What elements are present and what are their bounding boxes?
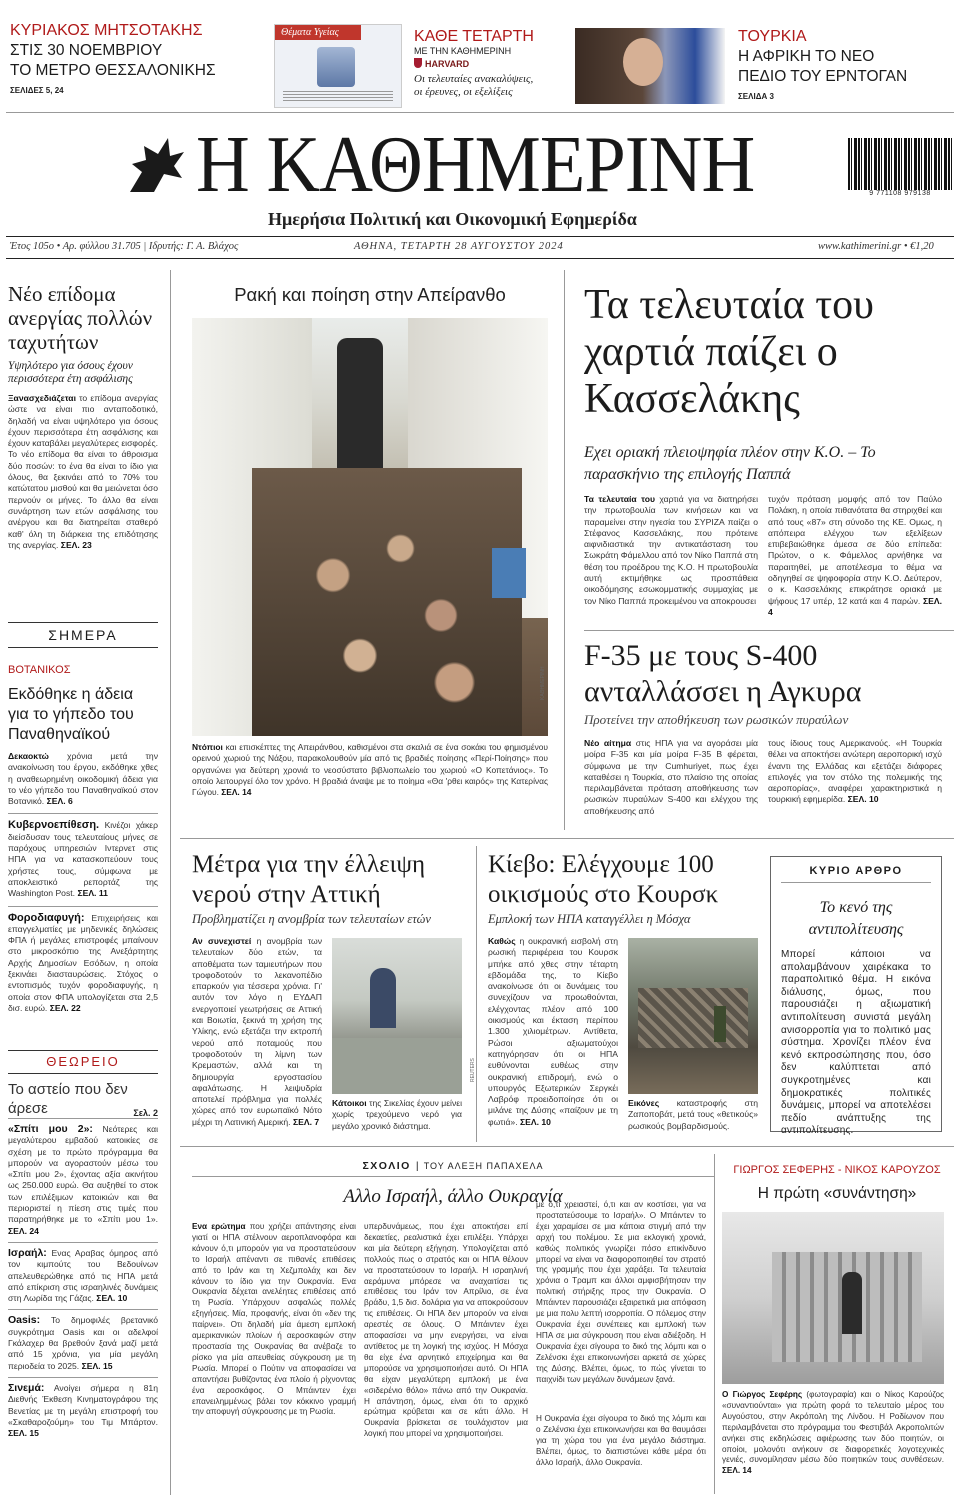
kyiv-headline[interactable]: Κίεβο: Ελέγχουμε 100 οικισμούς στο Κουρσκ <box>488 851 719 908</box>
left-column-today <box>8 662 158 1014</box>
issue-info: Έτος 105ο • Αρ. φύλλου 31.705 | Ιδρυτής: Γ. Α. Βλάχος <box>10 241 239 252</box>
story-text: τυχόν πρόταση μομφής από τον Παύλο Πολάκη, η οποία πιθανότατα θα στηριχθεί και από τους «87» στη σύνοδο της ΚΕ. Ομως, η απόπειρα ελέγχου των εξελίξεων επιβεβαιώθηκε άμεσα σε δύο επίπεδα: Πρώτον, ο κ. Φάμελλος αρνήθηκε να παραιτηθεί, με αποτέλεσμα το θέμα να οδηγηθεί σε ψηφοφορία στην Κ.Ο. Δεύτερον, ο κ. Κασσελάκης επικράτησε οριακά με ψήφους 17 υπέρ, 12 κατά και 4 παρών. <box>768 494 942 606</box>
barcode-bars <box>848 138 952 190</box>
story-lead: Τα τελευταία του <box>584 494 655 504</box>
story-text: με ό,τι χρειαστεί, ό,τι και αν κοστίσει, για να προστατεύσουμε το Ισραήλ». Ο Μπάιντεν το έχει χαραμίσει σε μια κάποια στιγμή από την αρχή του πολέμου. Σε μια εκλογική χρονιά, καθώς πολιτικός γνωρίζει πόσο επικίνδυνο μπορεί να είναι να διαφοροποιηθεί τον στρατό της γραμμής που έχει χαράξει. Τα τελευταία χρόνια ο Τραμπ και άλλοι αμφισβήτησαν την πολιτική στήριξης προς την Ουκρανία. Ο Μπάιντεν παρουσιάζει εξαιρετικά μια απόφαση με μια πολυ λεπτή ισορροπία. Ο πόλεμος στην Ουκρανία έχει συνέπειες και εμπλοκή των ΗΠΑ σε μια σύγκρουση που είναι αδιέξοδη. Η Ουκρανία έχει σίγουρα το δικό της λόμπι και ο Ζελένσκι έχει επικοινωνήσει αρκετά σε χώρες της Δύσης. Βλέπει, όμως, το πώς γίνεται το παιχνίδι των μεγάλων δυνάμεων ξανά. <box>536 1200 706 1384</box>
story-title: Το αστείο που δεν άρεσε <box>8 1081 128 1117</box>
masthead-title: Η ΚΑΘΗΜΕΡΙΝΗ <box>196 121 755 209</box>
teaser-line: Οι τελευταίες ανακαλύψεις, <box>414 73 534 85</box>
photo-tote-bag <box>492 548 526 598</box>
story-body <box>8 393 158 551</box>
f35-subtitle: Προτείνει την αποθήκευση των ρωσικών πυραύλων <box>584 712 849 727</box>
griffin-logo-icon <box>124 134 190 196</box>
comment-bar: | <box>415 1160 419 1172</box>
brief[interactable] <box>8 1124 158 1237</box>
story-lead: Νέο αίτημα <box>584 738 632 748</box>
seferis-story[interactable] <box>722 1162 952 1203</box>
left-briefs <box>8 1124 158 1439</box>
issue-date: ΑΘΗΝΑ, ΤΕΤΑΡΤΗ 28 ΑΥΓΟΥΣΤΟΥ 2024 <box>354 241 564 252</box>
editorial-text: Μπορεί κάποιοι να απολαμβάνουν χαιρέκακα το παραπολιτικό θέμα. Η εικόνα διάλυσης, όμως, που παρουσιάζει η αξιωματική αντιπολίτευση συνιστά μεγάλη ανισορροπία για το πολιτικό μας σύστημα. Χρονίζει πλέον ένα κενό εκπροσώπησης που, όσο δεν καλύπτεται από συγκροτημένες και δημοκρατικές πολιτικές δυνάμεις, μπορεί να αποτελέσει πεδίο ανάπτυξης της αντιπολίτευσης. <box>781 949 931 1137</box>
brief-text: Επιχειρήσεις και επαγγελματίες με μηδενικές δηλώσεις ΦΠΑ ή μεγάλες επιστροφές μπαίνουν στο μικροσκόπιο της Ανεξάρτητης Αρχής Δημοσίων Εσόδων, η οποία ξεκινάει διασταυρώσεις. Στόχος ο εντοπισμός τυχόν φοροδιαφυγής, η οποία στον ΦΠΑ υπολογίζεται στα 2,5 δισ. ευρώ. <box>8 912 158 1013</box>
divider <box>6 258 954 259</box>
kyiv-caption <box>628 1098 758 1132</box>
brief[interactable] <box>8 913 158 1015</box>
page-ref: ΣΕΛ. 10 <box>847 794 879 805</box>
story-body <box>8 751 158 807</box>
magazine-person-image <box>317 47 355 87</box>
story-title: Η πρώτη «συνάντηση» <box>757 1185 917 1202</box>
comment-title[interactable]: Αλλο Ισραήλ, άλλο Ουκρανία <box>343 1186 563 1207</box>
page-ref: ΣΕΛ. 15 <box>8 1428 39 1439</box>
brief[interactable] <box>8 820 158 899</box>
photo-crowd <box>252 468 522 736</box>
page-ref: ΣΕΛ. 22 <box>49 1002 81 1013</box>
photo-soldier <box>714 1006 726 1042</box>
page-ref: ΣΕΛ. 24 <box>8 1225 39 1236</box>
barcode <box>848 138 952 200</box>
story-lead: Αν συνεχιστεί <box>192 936 252 946</box>
caption-text: (φωτογραφία) και ο Νίκος Καρούζος «συναντιούνται» για πρώτη φορά το τελευταίο μέρος του Αυγούστου, στην Ακρόπολη της Λίνδου. Η Ροδίωνον που περιλαμβάνεται στο πρόγραμμα του Φεστιβάλ Ακροπολιτών ανήκει στις εκδηλώσεις αφιέρωσης των δύο ποιητών, οι οποίοι, μολονότι ανήκουν σε διαφορετικές λογοτεχνικές γενιές, συνομίλησαν μέσω δύο ποιητικών τους συνθέσεων. <box>722 1390 944 1465</box>
divider <box>6 112 954 113</box>
photo-ruins <box>638 988 748 1048</box>
story-lead: Δεκαοκτώ <box>8 751 49 761</box>
shield-icon <box>414 58 422 68</box>
kyiv-subtitle: Εμπλοκή των ΗΠΑ καταγγέλλει η Μόσχα <box>488 912 691 926</box>
magazine-text-lines <box>283 91 393 101</box>
f35-body-col1 <box>584 738 758 817</box>
page-ref: ΣΕΛ. 23 <box>60 539 92 550</box>
page-ref: ΣΕΛ. 15 <box>81 1360 113 1371</box>
editorial-label: ΚΥΡΙΟ ΑΡΘΡΟ <box>781 865 931 883</box>
section-label: ΘΕΩΡΕΙΟ <box>46 1054 120 1069</box>
divider <box>8 1242 158 1243</box>
teaser-metro[interactable] <box>10 22 265 104</box>
teaser-kicker: ΚΥΡΙΑΚΟΣ ΜΗΤΣΟΤΑΚΗΣ <box>10 22 203 39</box>
brief-lead: Σινεμά: <box>8 1381 45 1394</box>
section-label: ΣΗΜΕΡΑ <box>48 627 118 643</box>
photo-man <box>842 1272 862 1334</box>
caption-text: της Σικελίας έχουν μείνει χωρίς τρεχούμενο νερό για μεγάλο χρονικό διάστημα. <box>332 1098 462 1131</box>
photo-credit: ΚΑΘΗΜΕΡΙΝΗ <box>540 666 546 700</box>
story-text: το επίδομα ανεργίας ώστε να είναι πιο ανταποδοτικό, δηλαδή να είναι υψηλότερο για όσους έχουν περισσότερα έτη ασφάλισης και έχουν καταβάλει μεγαλύτερες εισφορές. Το νέο επίδομα θα είναι το άθροισμα δύο ποσών: το ένα θα είναι το ίδιο για όλους, θα ξεκινάει από το 70% του κατώτατου μισθού και θα μειώνεται όσο περνούν οι μήνες. Το άλλο θα είναι συνάρτηση των ετών ασφάλισης του ανέργου και θα διατηρείται σταθερό καθ' όλη τη διάρκεια της επιδότησης της ανεργίας. <box>8 393 158 550</box>
story-text: Η Ουκρανία έχει σίγουρα το δικό της λόμπι και ο Ζελένσκι έχει επικοινωνήσει και θα θαυμάσει για τη χώρα του για ένα μεγάλο διάστημα. Βλέπει, όμως, το διαπιστώνει κάθε μέρα ότι άλλο Ισραήλ, άλλο Ουκρανία. <box>536 1414 706 1467</box>
comment-col1 <box>192 1222 356 1486</box>
page-ref: ΣΕΛ. 6 <box>46 796 73 807</box>
teaser-magazine-cover[interactable] <box>274 24 402 108</box>
column-separator <box>170 270 171 1495</box>
photo-credit: REUTERS <box>470 1058 476 1082</box>
magazine-title: Θέματα Υγείας <box>275 25 361 40</box>
brief-text: Κινέζοι χάκερ διείσδυσαν τους τελευταίους μήνες σε παρόχους υπηρεσιών Ιντερνετ στις ΗΠΑ για να κατασκοπεύουν τους χρήστες τους, σύμφωνα με αποκλειστικό ρεπορτάζ της Washington Post. <box>8 820 158 899</box>
theorio-story[interactable] <box>8 1080 158 1118</box>
photo-caption <box>192 742 548 798</box>
editorial-box[interactable] <box>770 856 942 1137</box>
brief[interactable] <box>8 1383 158 1439</box>
story-lead: Ενα ερώτημα <box>192 1222 246 1231</box>
column-separator <box>476 846 477 1142</box>
sicily-water-photo <box>332 938 462 1094</box>
main-headline[interactable]: Τα τελευταία του χαρτιά παίζει ο Κασσελάκης <box>584 282 874 422</box>
brief-lead: Φοροδιαφυγή: <box>8 911 85 924</box>
comment-col3-end <box>536 1414 706 1488</box>
erdogan-face <box>623 38 663 86</box>
comment-col2 <box>364 1222 528 1486</box>
teaser-kicker: ΚΑΘΕ ΤΕΤΑΡΤΗ <box>414 28 534 45</box>
photo-alley-dark <box>337 338 383 468</box>
story-subtitle: Υψηλότερο για όσους έχουν περισσότερα έτη ασφάλισης <box>8 360 133 385</box>
apeiranthos-photo <box>192 318 548 736</box>
story-lead: Καθώς <box>488 936 516 946</box>
teaser-line: ΜΕ ΤΗΝ ΚΑΘΗΜΕΡΙΝΗ <box>414 46 512 56</box>
brief-text: Ανοίγει σήμερα η 81η Διεθνής Έκθεση Κινηματογράφου της Βενετίας με τη μεγάλη επιστροφή του «Σκαθαροζούμη» του Τιμ Μπάρτον. <box>8 1382 158 1427</box>
page-ref: ΣΕΛ. 14 <box>221 787 252 798</box>
story-text: χρόνια μετά την ανακοίνωση του έργου, εκδόθηκε χθες η αναθεωρημένη οικοδομική άδεια για το νέο γήπεδο του Παναθηναϊκού στον Βοτανικό. <box>8 751 158 807</box>
teaser-turkey[interactable] <box>738 28 953 108</box>
teaser-page: ΣΕΛΙΔΕΣ 5, 24 <box>10 86 64 95</box>
column-separator <box>714 1154 715 1494</box>
photo-story-title[interactable]: Ρακή και ποίηση στην Απείρανθο <box>234 284 506 305</box>
page-ref: ΣΕΛ. 10 <box>520 1116 551 1127</box>
story-lead: Ξανασχεδιάζεται <box>8 393 76 403</box>
brief[interactable] <box>8 1315 158 1371</box>
erdogan-photo <box>575 28 725 104</box>
story-text: στις ΗΠΑ για να αγοράσει μία μοίρα F-35 και μία μοίρα F-35 Β φέρεται, σύμφωνα με την Cumhuriyet, πως έχει καταθέσει η Τουρκία, στο πλαίσιο της οποίας περιλαμβάνεται πρόταση αποθήκευσης των ρωσικών πυραύλων S-400 και ελέγχου της αποθήκευσης από <box>584 738 758 816</box>
photo-fountain <box>332 1038 462 1094</box>
caption-text: και επισκέπτες της Απειράνθου, καθισμένοι στα σκαλιά σε ένα σοκάκι του φημισμένου ορεινού χωριού της Νάξου, παρακολουθούν μία από τις βραδιές ποίησης «Περί-Ποίησης» που οργανώνει για δεύτερη χρονιά το νεοσύστατο βιβλιοπωλείο του χωριού «Ο Κοπετάνιος». Το οποίο λειτουργεί όλο τον χρόνο. Η βραδιά άναψε με το ποίημα «Θα 'ρθει καιρός» της Κατερίνας Γώγου. <box>192 742 548 798</box>
story-kicker: ΒΟΤΑΝΙΚΟΣ <box>8 664 71 676</box>
kyiv-body <box>488 936 618 1128</box>
masthead-subtitle: Ημερήσια Πολιτική και Οικονομική Εφημερίδα <box>268 209 637 229</box>
harvard-logo <box>414 58 562 69</box>
main-body-col1 <box>584 494 758 607</box>
story-text: υπερδυνάμεως, που έχει αποκτήσει επί δεκαετίες, ρεαλιστικά έχει επιλέξει. Υπάρχει και μία δεύτερη εξήγηση. Υπολογίζεται από πολλούς πως ο στρατός και οι ΗΠΑ θέλουν να προστατεύσουν το Ισραήλ. Η ισραηλινή αεράμυνα μπόρεσε να αναχαιτίσει τις επιθέσεις του Ιράν τον Απρίλιο, σε ένα βράδυ, 1,5 δισ. δολάρια για να αποκρούσουν τις επιθέσεις. Οι ΗΠΑ δεν μπορούν να είναι αρεστές σε όλους. Ο Μπάιντεν έχει αποφασίσει να μην ενεργήσει, να είναι αντίθετος με τη λογική της ισχύος. Η Μόσχα θα είχε ένα αρνητικό επιχείρημα και θα μπορούσε να χρησιμοποιήσει αυτό. Οι ΗΠΑ θα είχαν μεγαλύτερη εμπλοκή με ένα «σιδερένιο θόλο» πάνω από την Ουκρανία. Η απάντηση, όμως, είναι ότι το αρχικό ερώτημα κρύβεται και σε κάτι άλλο. Η Ουκρανία βρίσκεται σε τουλάχιστον μια λογική που μπορεί να χρησιμοποιήσει. <box>364 1222 528 1439</box>
brief[interactable] <box>8 1248 158 1304</box>
f35-body-col2 <box>768 738 942 806</box>
barcode-number: 9 771108 979138 <box>869 190 931 197</box>
divider <box>180 1146 954 1147</box>
brief-text: Ενας Αραβας όμηρος από τον κιμπούτς του Βεδουίνων απελευθερώθηκε από τις ΗΠΑ μετά από επίκριση στις ισραηλινές δυνάμεις στη Λωρίδα της Γάζας. <box>8 1247 158 1304</box>
water-body <box>192 936 322 1128</box>
comment-author: ΤΟΥ ΑΛΕΞΗ ΠΑΠΑΧΕΛΑ <box>423 1161 544 1171</box>
story-text: η ανομβρία των τελευταίων δύο ετών, τα αποθέματα των ταμιευτήρων που τροφοδοτούν το λεκανοπέδιο επαρκούν για τέσσερα χρόνια. Γι' αυτόν τον λόγο η ΕΥΔΑΠ ενεργοποιεί γεωτρήσεις σε Αττική και Βοιωτία, ξεκινά τη χρήση της Υλίκης, ενώ εξετάζει την εκτροπή νερού από ποταμούς που τροφοδοτούν τη λίμνη των Κρεμαστών, αλλά και τη δημιουργία εργοστασίου αφαλάτωσης. Η λειψυδρία αποτελεί πρόβλημα για πολλές χώρες από τον ευρωπαϊκό Νότο μέχρι τη Λατινική Αμερική. <box>192 936 322 1127</box>
story-title[interactable]: Εκδόθηκε η άδεια για το γήπεδο του Παναθηναϊκού <box>8 686 134 743</box>
page-ref: ΣΕΛ. 14 <box>722 1466 752 1476</box>
divider <box>8 1377 158 1378</box>
brief-lead: Oasis: <box>8 1314 41 1327</box>
teaser-harvard[interactable] <box>414 28 562 108</box>
f35-headline[interactable]: F-35 με τους S-400 ανταλλάσσει η Αγκυρα <box>584 639 862 708</box>
teaser-line: ΣΤΙΣ 30 ΝΟΕΜΒΡΙΟΥ <box>10 42 163 59</box>
divider <box>180 838 954 839</box>
kursk-destruction-photo <box>628 938 758 1094</box>
story-text: που χρήζει απάντησης είναι γιατί οι ΗΠΑ στέλνουν αεροπλανοφόρα και κάνουν ό,τι μπορούν για να προστατεύσουν το Ισραήλ απέναντι σε πιθανές επιθέσεις από το Ιράν και τη Χεζμπολάχ και δεν κάνουν το ίδιο για την Ουκρανία. Ενα Ουκρανία δέχεται ανελέητες επιθέσεις από τη Ρωσία. Υπάρχουν ασφαλώς πολλές εξηγήσεις. Μία, προφανής, είναι ότι «δεν της παίρνει». Οτι δηλαδή μία άμεση εμπλοκή αμερικανικών πλοίων ή αεροσκαφών στην προστασία της Ουκρανίας θα ανέβαζε το ρίσκο για μία απευθείας σύγκρουση με τη Ρωσία. Μπορεί ο Πούτιν να αποφασίσει να απαντήσει βυθίζοντας ένα πλοίο ή ρίχνοντας ένα αεροσκάφος. Ο Μπάιντεν έχει επανειλημμένως βάλει τον κόκκινο γραμμή την αποφυγή σύγκρουσης με τη Ρωσία. <box>192 1222 356 1417</box>
water-subtitle: Προβληματίζει η ανομβρία των τελευταίων ετών <box>192 912 431 926</box>
brief-text: Το δημοφιλές βρετανικό συγκρότημα Oasis και οι αδελφοί Γκάλαχερ θα βρεθούν ξανά μαζί μετά από 15 χρόνια, για μία μεγάλη περιοδεία το 2025. <box>8 1315 158 1371</box>
divider <box>8 813 158 814</box>
page-ref: ΣΕΛ. 7 <box>292 1116 320 1127</box>
caption-lead: Ο Γιώργος Σεφέρης <box>722 1390 803 1399</box>
teaser-kicker: ΤΟΥΡΚΙΑ <box>738 28 807 45</box>
seferis-photo <box>722 1212 944 1384</box>
divider <box>6 236 954 237</box>
teaser-line: Η ΑΦΡΙΚΗ ΤΟ ΝΕΟ <box>738 48 875 65</box>
teaser-line: ΤΟ ΜΕΤΡΟ ΘΕΣΣΑΛΟΝΙΚΗΣ <box>10 62 216 79</box>
page-ref: ΣΕΛ. 10 <box>96 1293 128 1304</box>
main-body-col2 <box>768 494 942 618</box>
brief-lead: Κυβερνοεπίθεση. <box>8 819 100 832</box>
comment-col3 <box>536 1200 706 1384</box>
seferis-caption <box>722 1390 944 1477</box>
brief-lead: «Σπίτι μου 2»: <box>8 1123 93 1135</box>
photo-person <box>370 968 396 1028</box>
caption-lead: Εικόνες <box>628 1098 660 1108</box>
water-caption <box>332 1098 462 1132</box>
water-headline[interactable]: Μέτρα για την έλλειψη νερού στην Αττική <box>192 851 426 908</box>
section-theorio <box>8 1050 158 1074</box>
divider <box>584 630 954 631</box>
story-text: χαρτιά για να διατηρήσει την πρωτοβουλία των κινήσεων και να παραμείνει στην ηγεσία του ΣΥΡΙΖΑ παίζει ο Στέφανος Κασσελάκης, που πρότεινε αιφνιδιαστικά την αντικατάσταση του Σωκράτη Φάμελλου από τον Νίκο Παππά στη θέση του προέδρου της Κ.Ο. Η πρωτοβουλία αυτή εκτιμήθηκε ως προσπάθεια οικοδόμησης εσωκομματικής συμμαχίας με τον Νίκο Παππά προκειμένου να αποκρουσει <box>584 494 758 606</box>
caption-lead: Κάτοικοι <box>332 1098 367 1108</box>
divider <box>8 1118 158 1119</box>
caption-text: καταστροφής στη Ζαποποβάτ, μετά τους «θετικούς» ρωσικούς βομβαρδισμούς. <box>628 1098 758 1131</box>
editorial-title: Το κενό της αντιπολίτευσης <box>808 899 904 938</box>
divider <box>192 1176 714 1177</box>
section-today <box>8 622 158 648</box>
story-kicker: ΓΙΩΡΓΟΣ ΣΕΦΕΡΗΣ - ΝΙΚΟΣ ΚΑΡΟΥΖΟΣ <box>733 1164 941 1176</box>
page-ref: Σελ. 2 <box>133 1108 158 1118</box>
page-ref: ΣΕΛ. 11 <box>77 888 108 899</box>
story-text: τους ίδιους τους Αμερικανούς. «Η Τουρκία θέλει να αποκτήσει ανώτερη αεροπορική ισχύ έναντι της Ελλάδας και εξετάζει διάφορες επιλογές για τον στόλο της πολεμικής της αεροπορίας», αναφέρει χαρακτηριστικά η τουρκική εφημερίδα. <box>768 738 942 805</box>
issue-site-price: www.kathimerini.gr • €1,20 <box>818 241 934 252</box>
teaser-line: ΠΕΔΙΟ ΤΟΥ ΕΡΝΤΟΓΑΝ <box>738 68 908 85</box>
comment-label: ΣΧΟΛΙΟ <box>362 1160 411 1172</box>
divider <box>8 1309 158 1310</box>
column-separator <box>564 270 565 830</box>
brief-text: Νεότερες και μεγαλύτερου εμβαδού κατοικίες σε σχέση με το πρώτο πρόγραμμα θα μπορούν να αγοραστούν μέσω του «Σπίτι μου 2», έχοντας αξία ακινήτου ως 250.000 ευρώ. Θα αυξηθεί το στοκ των επιλέξιμων κατοικιών και θα περιοριστεί η πίεση στις τιμές που παρατηρήθηκε με το «Σπίτι μου 1». <box>8 1124 158 1225</box>
story-title[interactable]: Νέο επίδομα ανεργίας πολλών ταχυτήτων <box>8 282 153 354</box>
divider <box>8 906 158 907</box>
main-subtitle: Εχει οριακή πλειοψηφία πλέον στην Κ.Ο. – Το παρασκήνιο της επιλογής Παππά <box>584 444 876 483</box>
left-column <box>8 282 158 551</box>
brief-lead: Ισραήλ: <box>8 1246 47 1259</box>
harvard-brand: HARVARD <box>425 59 470 69</box>
page-ref: ΣΕΛ. 4 <box>768 595 942 617</box>
comment-header <box>192 1154 714 1173</box>
story-text: η ουκρανική εισβολή στη ρωσική περιφέρεια του Κουρσκ μπήκε από χθες στην τέταρτη εβδομάδα της, το Κίεβο ανακοίνωσε ότι οι δυνάμεις του συνεχίζουν να προωθούνται, ελέγχοντας πλέον από 100 οικισμούς και έκταση περίπου 1.300 χιλιομέτρων. Αντίθετα, Ρώσοι αξιωματούχοι κατηγόρησαν ότι οι ΗΠΑ ευθύνονται ευθέως στην ουκρανική επιδρομή, ενώ ο υπουργός Εξωτερικών Σεργκέι Λαβρόφ προειδοποίησε ότι οι μιλάνε της Δύσης «παίζουν με τη φωτιά». <box>488 936 618 1127</box>
caption-lead: Ντόπιοι <box>192 742 223 752</box>
teaser-page: ΣΕΛΙΔΑ 3 <box>738 92 774 101</box>
teaser-line: οι έρευνες, οι εξελίξεις <box>414 86 513 98</box>
